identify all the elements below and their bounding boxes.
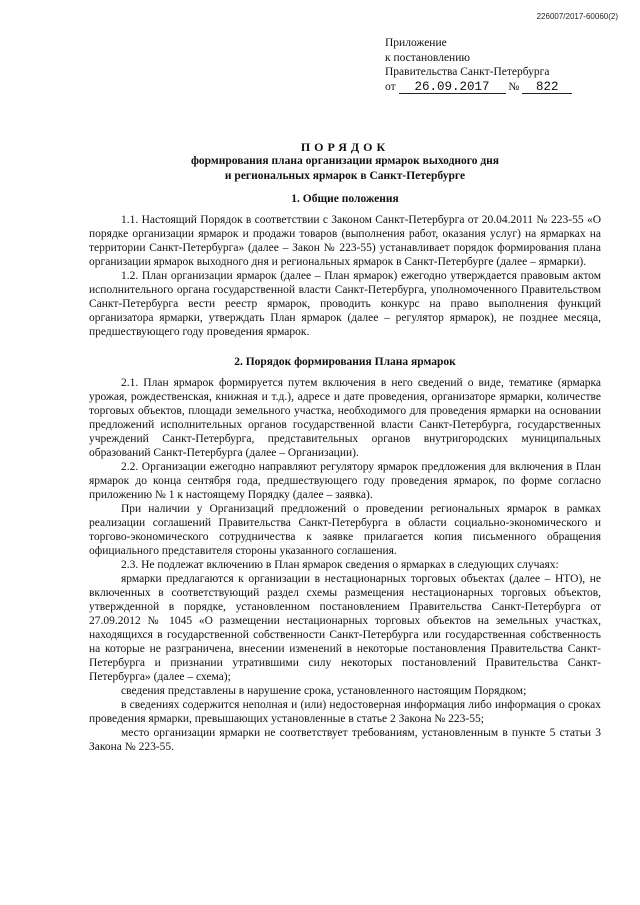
appendix-number: 822 bbox=[522, 81, 572, 94]
document-body bbox=[89, 140, 601, 754]
appendix-date: 26.09.2017 bbox=[399, 81, 506, 94]
paragraph-2-3-case-nto: ярмарки предлагаются к организации в нестационарных торговых объектах (далее – НТО), не включенных в соответствующий раздел схемы размещения нестационарных торговых объектов, утвержденной в порядке, установленном постановлением Правительства Санкт-Петербурга от 27.09.2012 № 1045 «О размещении нестационарных торговых объектов на земельных участках, находящихся в государственной собственности Санкт-Петербурга или государственная собственность на которые не разграничена, внесении изменений в некоторые постановления Правительства Санкт-Петербурга и признании утратившими силу некоторых постановлений Правительства Санкт-Петербурга» (далее – схема); bbox=[89, 573, 601, 683]
appendix-number-label: № bbox=[508, 80, 520, 93]
document-subtitle-2: и региональных ярмарок в Санкт-Петербурге bbox=[224, 169, 466, 182]
paragraph-2-3-case-incomplete: в сведениях содержится неполная и (или) недостоверная информация либо информация о сроках проведения ярмарки, превышающих установленные в статье 2 Закона № 223-55; bbox=[89, 699, 601, 725]
document-subtitle-1: формирования плана организации ярмарок выходного дня bbox=[190, 155, 500, 167]
paragraph-2-3-case-location: место организации ярмарки не соответствует требованиям, установленным в пункте 5 статьи 3 Закона № 223-55. bbox=[89, 727, 601, 753]
paragraph-1-1: 1.1. Настоящий Порядок в соответствии с Законом Санкт-Петербурга от 20.04.2011 № 223-55 «О порядке организации ярмарок и продажи товаров (выполнения работ, оказания услуг) на ярмарках на территории Санкт-Петербурга» (далее – Закон № 223-55) устанавливает порядок формирования плана организации ярмарок выходного дня и региональных ярмарок в Санкт-Петербурге (далее – ярмарки). bbox=[89, 214, 601, 268]
paragraph-2-3: 2.3. Не подлежат включению в План ярмарок сведения о ярмарках в следующих случаях: bbox=[121, 559, 559, 571]
appendix-line-1: Приложение bbox=[385, 37, 447, 49]
appendix-block bbox=[385, 36, 600, 94]
appendix-from-label: от bbox=[385, 80, 396, 93]
section-1-heading: 1. Общие положения bbox=[291, 193, 399, 205]
paragraph-1-2: 1.2. План организации ярмарок (далее – План ярмарок) ежегодно утверждается правовым актом исполнительного органа государственной власти Санкт-Петербурга, уполномоченного Правительством Санкт-Петербурга вести реестр ярмарок, проводить конкурс на право выполнения функций организатора ярмарки, утверждать План ярмарок (далее – регулятор ярмарок), не позднее месяца, предшествующего году проведения ярмарок. bbox=[89, 270, 601, 338]
document-title: ПОРЯДОК bbox=[300, 140, 390, 154]
appendix-line-2: к постановлению bbox=[385, 51, 470, 64]
paragraph-2-1: 2.1. План ярмарок формируется путем включения в него сведений о виде, тематике (ярмарка урожая, рождественская, книжная и т.д.), адресе и дате проведения, организаторе ярмарки, количестве торговых объектов, площади земельного участка, необходимого для проведения ярмарки на основании предложений исполнительных органов государственной власти Санкт-Петербурга, государственных учреждений Санкт-Петербурга, представительных органов внутригородских муниципальных образований Санкт-Петербурга (далее – Организации). bbox=[89, 377, 601, 459]
paragraph-2-3-case-deadline: сведения представлены в нарушение срока, установленного настоящим Порядком; bbox=[121, 685, 527, 697]
appendix-line-3: Правительства Санкт-Петербурга bbox=[385, 66, 550, 78]
section-2-heading: 2. Порядок формирования Плана ярмарок bbox=[234, 356, 456, 368]
paragraph-2-2: 2.2. Организации ежегодно направляют регулятору ярмарок предложения для включения в План ярмарок до конца сентября года, предшествующего году проведения ярмарок, по форме согласно приложению № 1 к настоящему Порядку (далее – заявка). bbox=[89, 461, 601, 501]
document-registration-number: 226007/2017-60060(2) bbox=[536, 12, 618, 21]
appendix-date-line bbox=[385, 80, 600, 95]
paragraph-2-2-regional: При наличии у Организаций предложений о проведении региональных ярмарок в рамках реализации соглашений Правительства Санкт-Петербурга в области социально-экономического и торгово-экономического сотрудничества к заявке прилагается копия письменного обращения официального представителя стороны указанного соглашения. bbox=[89, 503, 601, 557]
